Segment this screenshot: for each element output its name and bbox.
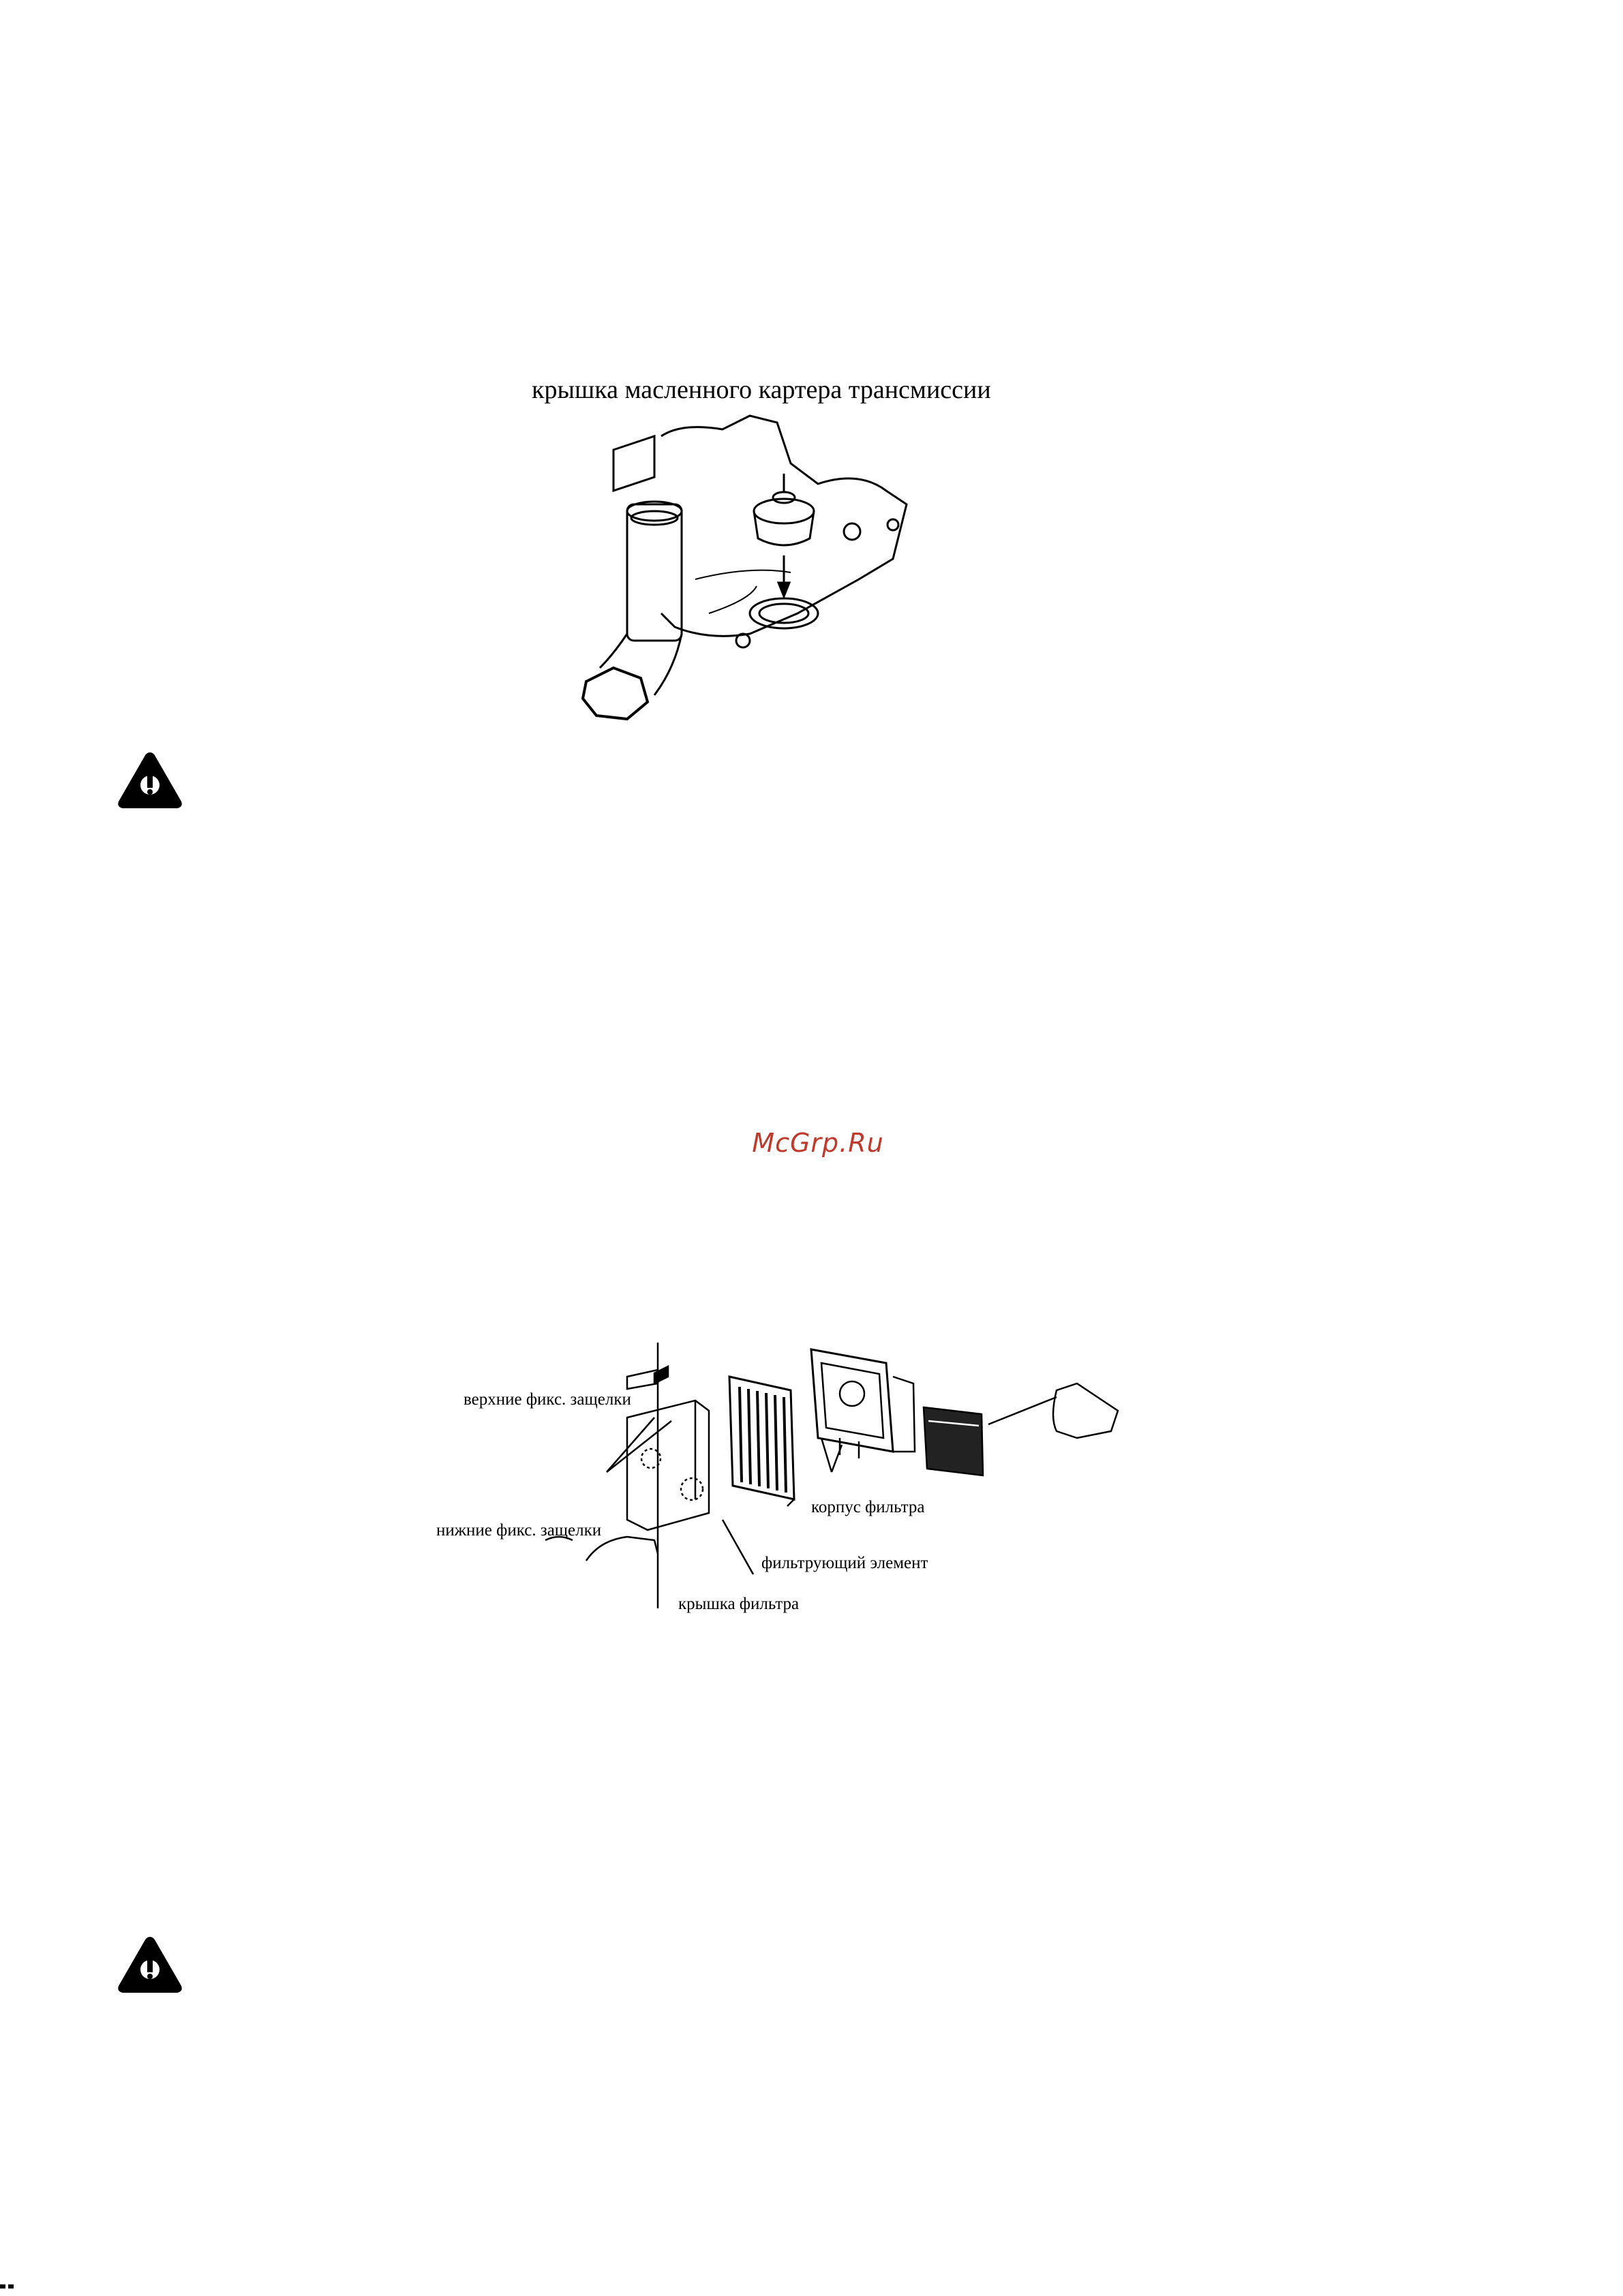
label-upper-latches: верхние фикс. защелки xyxy=(464,1390,631,1409)
watermark: McGrp.Ru xyxy=(752,1128,884,1158)
warning-triangle-icon xyxy=(116,750,184,811)
warning-triangle-icon xyxy=(116,1934,184,1995)
air-filter-illustration xyxy=(423,1336,1125,1622)
page-corner-mark xyxy=(0,2284,27,2289)
label-filter-body: корпус фильтра xyxy=(811,1498,925,1516)
label-filter-cover: крышка фильтра xyxy=(678,1595,800,1613)
label-lower-latches: нижние фикс. защелки xyxy=(436,1521,602,1540)
label-filter-element: фильтрующий элемент xyxy=(761,1554,928,1572)
transmission-cap-illustration xyxy=(573,409,982,729)
figure1-caption: крышка масленного картера трансмиссии xyxy=(532,376,991,404)
